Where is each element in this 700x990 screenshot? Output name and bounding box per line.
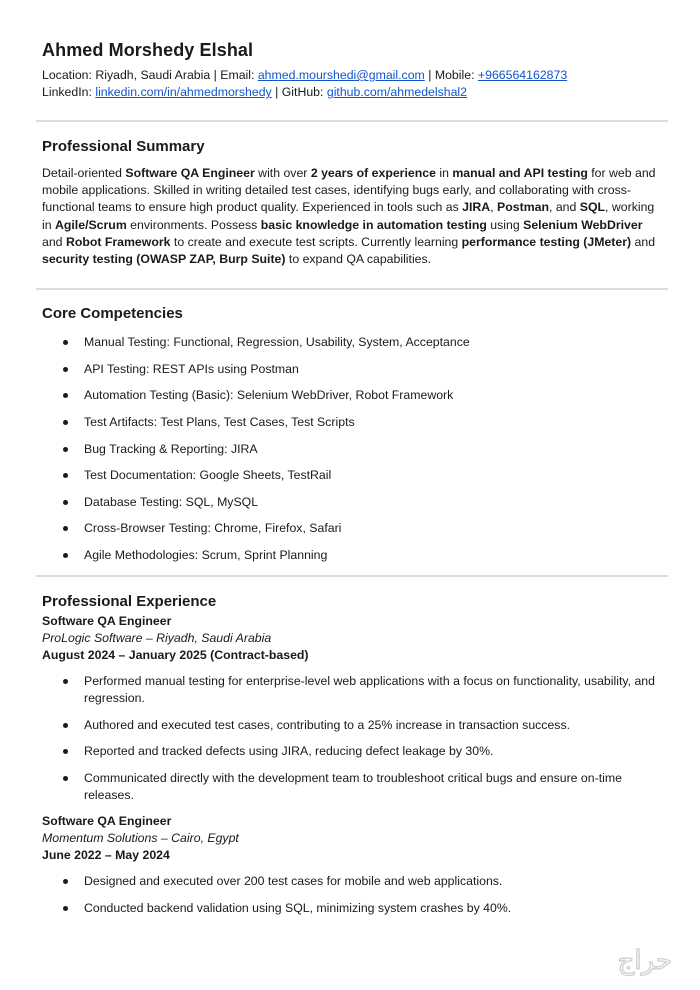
section-divider [36, 120, 668, 122]
competencies-section [42, 305, 662, 564]
summary-segment: 2 years of experience [310, 166, 436, 180]
summary-segment: environments. Possess [126, 217, 261, 232]
summary-title: Professional Summary [42, 138, 205, 155]
github-link[interactable]: github.com/ahmedelshal2 [326, 85, 467, 99]
summary-segment: Postman [497, 200, 549, 215]
competency-item: API Testing: REST APIs using Postman [42, 361, 662, 378]
location-value: Riyadh, Saudi Arabia [95, 68, 211, 82]
summary-segment: Agile/Scrum [55, 217, 127, 232]
experience-section [42, 593, 662, 917]
job-company: Momentum Solutions – Cairo, Egypt [42, 831, 239, 846]
summary-segment: and [42, 234, 66, 249]
mobile-label: Mobile: [434, 68, 475, 82]
summary-segment: basic knowledge in automation testing [260, 217, 487, 232]
candidate-name: Ahmed Morshedy Elshal [42, 40, 254, 60]
competency-item: Bug Tracking & Reporting: JIRA [42, 441, 662, 458]
jobs-list [42, 613, 662, 917]
watermark-text: حراج [617, 946, 672, 976]
competencies-title: Core Competencies [42, 305, 183, 323]
section-divider [36, 575, 668, 577]
location-label: Location: [42, 68, 92, 82]
competency-item: Database Testing: SQL, MySQL [42, 494, 662, 511]
competency-item: Automation Testing (Basic): Selenium WebDriver, Robot Framework [42, 387, 662, 404]
job-entry [42, 613, 662, 804]
mobile-link[interactable]: +966564162873 [477, 68, 568, 82]
linkedin-link[interactable]: linkedin.com/in/ahmedmorshedy [95, 85, 272, 99]
summary-segment: , working in [42, 200, 655, 232]
summary-segment: Robot Framework [65, 234, 171, 249]
summary-section [42, 138, 662, 268]
job-bullet: Designed and executed over 200 test cases for mobile and web applications. [42, 873, 662, 890]
summary-segment: for web and mobile applications. Skilled in writing detailed test cases, identifying bugs early, and collaborating with cross-functional teams to ensure high product quality. Experienced in tools such as [42, 166, 656, 215]
email-label: Email: [220, 68, 255, 82]
section-divider [36, 288, 668, 290]
linkedin-label: LinkedIn: [42, 85, 92, 99]
summary-segment: performance testing (JMeter) [461, 234, 632, 249]
job-bullets [42, 873, 662, 917]
competency-item: Test Artifacts: Test Plans, Test Cases, Test Scripts [42, 414, 662, 431]
contact-line-2: LinkedIn: linkedin.com/in/ahmedmorshedy | GitHub: github.com/ahmedelshal2 [42, 85, 467, 99]
summary-segment: and [631, 234, 656, 249]
job-dates: June 2022 – May 2024 [42, 848, 170, 863]
competency-item: Manual Testing: Functional, Regression, Usability, System, Acceptance [42, 334, 662, 351]
contact-line-1: Location: Riyadh, Saudi Arabia | Email: ahmed.mourshedi@gmail.com | Mobile: +966564162873 [42, 68, 568, 82]
job-bullets [42, 673, 662, 804]
job-company: ProLogic Software – Riyadh, Saudi Arabia [42, 631, 272, 646]
summary-segment: , and [548, 200, 580, 215]
job-bullet: Performed manual testing for enterprise-level web applications with a focus on functionality, usability, and regression. [42, 673, 662, 707]
job-role: Software QA Engineer [42, 814, 172, 829]
github-label: GitHub: [281, 85, 324, 99]
job-entry [42, 813, 662, 917]
competency-item: Test Documentation: Google Sheets, TestRail [42, 467, 662, 484]
summary-segment: manual and API testing [452, 166, 588, 180]
competency-item: Agile Methodologies: Scrum, Sprint Planning [42, 547, 662, 564]
email-link[interactable]: ahmed.mourshedi@gmail.com [257, 68, 425, 82]
competency-item: Cross-Browser Testing: Chrome, Firefox, Safari [42, 520, 662, 537]
summary-segment: SQL [579, 200, 606, 215]
summary-segment: to expand QA capabilities. [285, 252, 432, 267]
job-bullet: Authored and executed test cases, contributing to a 25% increase in transaction success. [42, 717, 662, 734]
summary-segment: Detail-oriented [42, 166, 126, 180]
summary-segment: with over [254, 166, 311, 180]
haraj-watermark-logo [554, 942, 674, 978]
summary-segment: JIRA [462, 200, 491, 215]
competencies-list [42, 334, 662, 564]
experience-title: Professional Experience [42, 593, 217, 611]
job-dates: August 2024 – January 2025 (Contract-based) [42, 648, 309, 663]
summary-segment: to create and execute test scripts. Currently learning [170, 234, 462, 249]
job-bullet: Reported and tracked defects using JIRA, reducing defect leakage by 30%. [42, 743, 662, 760]
summary-text [42, 165, 662, 268]
summary-segment: , [490, 200, 498, 215]
summary-segment: in [435, 166, 453, 180]
resume-page [42, 40, 662, 926]
job-role: Software QA Engineer [42, 614, 172, 629]
summary-segment: using [486, 217, 524, 232]
job-bullet: Conducted backend validation using SQL, minimizing system crashes by 40%. [42, 900, 662, 917]
summary-segment: Selenium WebDriver [523, 217, 643, 232]
summary-segment: Software QA Engineer [125, 166, 255, 180]
summary-segment: security testing (OWASP ZAP, Burp Suite) [42, 252, 286, 267]
job-bullet: Communicated directly with the development team to troubleshoot critical bugs and ensure on-time releases. [42, 770, 662, 804]
